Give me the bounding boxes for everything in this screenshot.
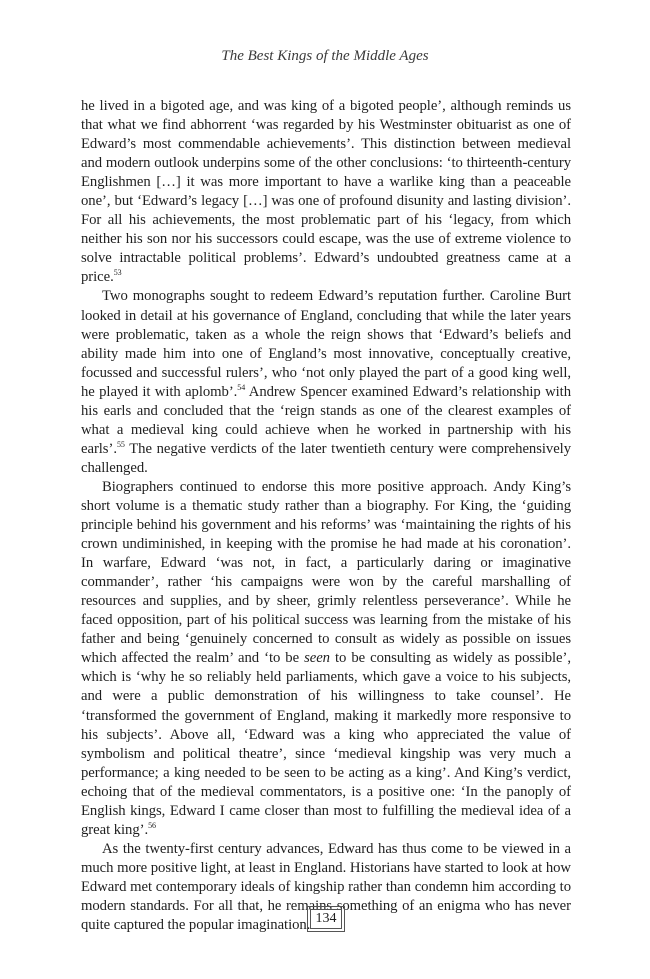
- text-run: he lived in a bigoted age, and was king of a bigoted people’, although reminds us that what we find abhorrent ‘was regarded by his Westminster obituarist as one of Edward’s most commendable achievements’. This distinction between medieval and modern outlook underpins some of the other conclusions: ‘to thirteenth-century Englishmen […] it was more important to have a warlike king than a peaceable one’, but ‘Edward’s legacy […] was one of profound disunity and lasting division’. For all his achievements, the most problematic part of his ‘legacy, from which neither his son nor his successors could escape, was the use of extreme violence to solve intractable political problems’. Edward’s undoubted greatness came at a price.: [81, 98, 571, 286]
- footnote-ref: 53: [113, 268, 122, 278]
- text-run: The negative verdicts of the later twentieth century were comprehensively challenged.: [81, 440, 571, 476]
- footnote-ref: 56: [148, 820, 157, 830]
- text-run: Biographers continued to endorse this more positive approach. Andy King’s short volume is a thematic study rather than a biography. For King, the ‘guiding principle behind his government and his reforms’ was ‘maintaining the rights of his crown undiminished, in keeping with the promise he had made at his coronation’. In warfare, Edward ‘was not, in fact, a particularly daring or imaginative commander’, rather ‘his campaigns were won by the careful marshalling of resources and supplies, and by sheer, grimly relentless perseverance’. While he faced opposition, part of his political success was learning from the mistake of his father and being ‘genuinely concerned to consult as widely as possible on issues which affected the realm’ and ‘to be: [81, 478, 571, 667]
- paragraph: [81, 287, 571, 477]
- page-number: 134: [315, 911, 337, 926]
- body-text: [81, 97, 571, 935]
- text-run: Two monographs sought to redeem Edward’s reputation further. Caroline Burt looked in detail at his governance of England, concluding that while the later years were problematic, taken as a whole the reign shows that ‘Edward’s beliefs and ability made him into one of England’s most innovative, conceptually creative, focussed and successful rulers’, who ‘not only played the part of a good king well, he played it with aplomb’.: [81, 288, 571, 400]
- footnote-ref: 54: [237, 382, 246, 392]
- paragraph: [81, 97, 571, 287]
- emphasis-text: seen: [304, 650, 330, 667]
- page-number-box: [307, 906, 345, 932]
- text-run: Andrew Spencer examined Edward’s relationship with his earls and concluded that the ‘reign stands as one of the clearest examples of what a medieval king could achieve when he worked in partnership with his earls’.: [81, 383, 571, 457]
- page-number-frame: [310, 909, 342, 929]
- paragraph: [81, 478, 571, 840]
- text-run: As the twenty-first century advances, Edward has thus come to be viewed in a much more positive light, at least in England. Historians have started to look at how Edward met contemporary ideals of kingship rather than condemn him according to modern standards. For all that, he remains something of an enigma who has never quite captured the popular imagination.: [81, 840, 571, 934]
- text-run: to be consulting as widely as possible’, which is ‘why he so reliably held parliaments, which gave a voice to his subjects, and were a public demonstration of his willingness to take counsel’. He ‘transformed the government of England, making it markedly more responsive to his subjects’. Above all, ‘Edward was a king who appreciated the value of symbolism and political theatre’, since ‘medieval kingship was very much a performance; a king needed to be seen to be acting as a king’. And King’s verdict, echoing that of the medieval commentators, is a positive one: ‘In the panoply of English kings, Edward I came closer than most to fulfilling the medieval idea of a great king’.: [81, 650, 571, 838]
- running-head: The Best Kings of the Middle Ages: [221, 48, 429, 64]
- footnote-ref: 55: [116, 439, 125, 449]
